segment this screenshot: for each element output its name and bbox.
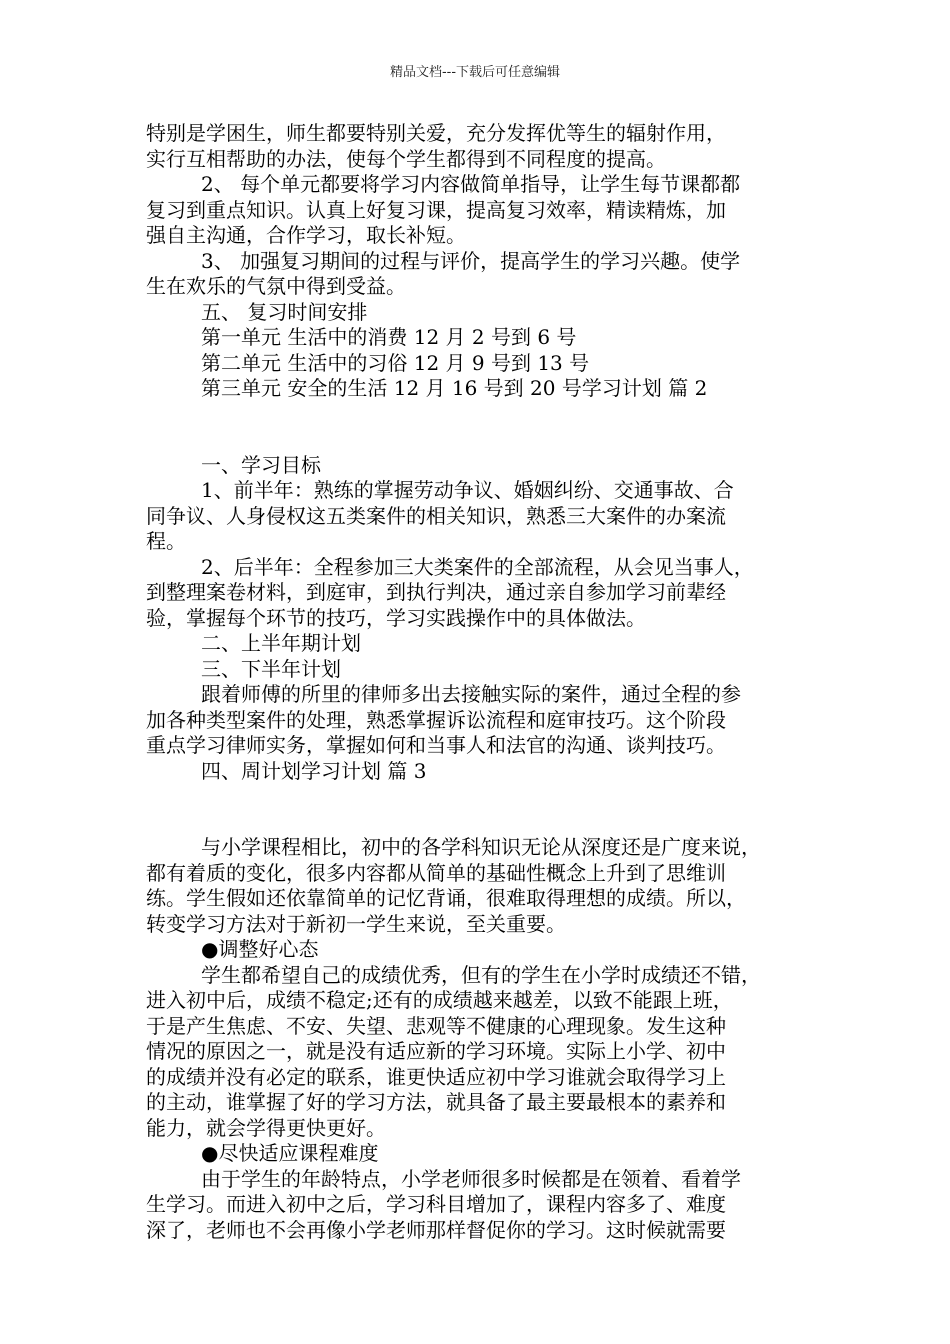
blank-space bbox=[146, 402, 816, 453]
section-heading: 一、学习目标 bbox=[201, 452, 321, 477]
text-line: 强自主沟通，合作学习，取长补短。 bbox=[146, 223, 466, 247]
text-line: 能力，就会学得更快更好。 bbox=[146, 1115, 386, 1140]
text-line: 由于学生的年龄特点，小学老师很多时候都是在领着、看着学 bbox=[201, 1166, 741, 1191]
text-line: 第一单元 生活中的消费 12 月 2 号到 6 号 bbox=[201, 325, 577, 349]
text-line: 到整理案卷材料，到庭审，到执行判决，通过亲自参加学习前辈经 bbox=[146, 580, 726, 604]
text-line: 生学习。而进入初中之后，学习科目增加了，课程内容多了、难度 bbox=[146, 1192, 726, 1216]
text-line: 验，掌握每个环节的技巧，学习实践操作中的具体做法。 bbox=[146, 605, 646, 630]
text-line: 学生都希望自己的成绩优秀，但有的学生在小学时成绩还不错， bbox=[201, 962, 761, 987]
text-line: 与小学课程相比，初中的各学科知识无论从深度还是广度来说， bbox=[201, 835, 761, 859]
section-heading: 五、 复习时间安排 bbox=[201, 299, 368, 324]
text-line: 特别是学困生，师生都要特别关爱，充分发挥优等生的辐射作用， bbox=[146, 121, 726, 145]
text-line: 跟着师傅的所里的律师多出去接触实际的案件，通过全程的参 bbox=[201, 682, 741, 706]
text-line: 都有着质的变化，很多内容都从简单的基础性概念上升到了思维训 bbox=[146, 860, 726, 885]
text-line: 3、 加强复习期间的过程与评价，提高学生的学习兴趣。使学 bbox=[201, 248, 741, 273]
section-heading: 四、周计划学习计划 篇 3 bbox=[201, 758, 427, 783]
text-line: 实行互相帮助的办法，使每个学生都得到不同程度的提高。 bbox=[146, 146, 666, 171]
text-line: 深了，老师也不会再像小学老师那样督促你的学习。这时候就需要 bbox=[146, 1217, 726, 1242]
text-line: 加各种类型案件的处理，熟悉掌握诉讼流程和庭审技巧。这个阶段 bbox=[146, 707, 726, 732]
text-line: 1、前半年：熟练的掌握劳动争议、婚姻纠纷、交通事故、合 bbox=[201, 478, 734, 502]
page-header: 精品文档---下载后可任意编辑 bbox=[389, 65, 561, 80]
document-body bbox=[146, 121, 816, 1243]
bullet-heading: ●尽快适应课程难度 bbox=[201, 1141, 379, 1165]
text-line: 进入初中后，成绩不稳定;还有的成绩越来越差，以致不能跟上班， bbox=[146, 988, 733, 1012]
text-line: 第三单元 安全的生活 12 月 16 号到 20 号学习计划 篇 2 bbox=[201, 376, 708, 400]
text-line: 2、后半年：全程参加三大类案件的全部流程，从会见当事人， bbox=[201, 554, 754, 579]
bullet-heading: ●调整好心态 bbox=[201, 937, 319, 961]
blank-space bbox=[146, 784, 816, 835]
text-line: 复习到重点知识。认真上好复习课，提高复习效率，精读精炼，加 bbox=[146, 197, 726, 222]
text-line: 的主动，谁掌握了好的学习方法，就具备了最主要最根本的素养和 bbox=[146, 1090, 726, 1114]
text-line: 生在欢乐的气氛中得到受益。 bbox=[146, 274, 406, 298]
section-heading: 三、下半年计划 bbox=[201, 656, 341, 681]
text-line: 重点学习律师实务，掌握如何和当事人和法官的沟通、谈判技巧。 bbox=[146, 733, 726, 757]
text-line: 情况的原因之一，就是没有适应新的学习环境。实际上小学、初中 bbox=[146, 1039, 726, 1063]
text-line: 程。 bbox=[146, 529, 186, 553]
text-line: 练。学生假如还依靠简单的记忆背诵，很难取得理想的成绩。所以， bbox=[146, 886, 746, 910]
text-line: 的成绩并没有必定的联系，谁更快适应初中学习谁就会取得学习上 bbox=[146, 1064, 726, 1089]
text-line: 2、 每个单元都要将学习内容做简单指导，让学生每节课都都 bbox=[201, 172, 741, 196]
text-line: 同争议、人身侵权这五类案件的相关知识，熟悉三大案件的办案流 bbox=[146, 503, 726, 528]
text-line: 第二单元 生活中的习俗 12 月 9 号到 13 号 bbox=[201, 350, 590, 375]
text-line: 于是产生焦虑、不安、失望、悲观等不健康的心理现象。发生这种 bbox=[146, 1013, 726, 1038]
text-line: 转变学习方法对于新初一学生来说，至关重要。 bbox=[146, 911, 566, 936]
section-heading: 二、上半年期计划 bbox=[201, 631, 361, 655]
